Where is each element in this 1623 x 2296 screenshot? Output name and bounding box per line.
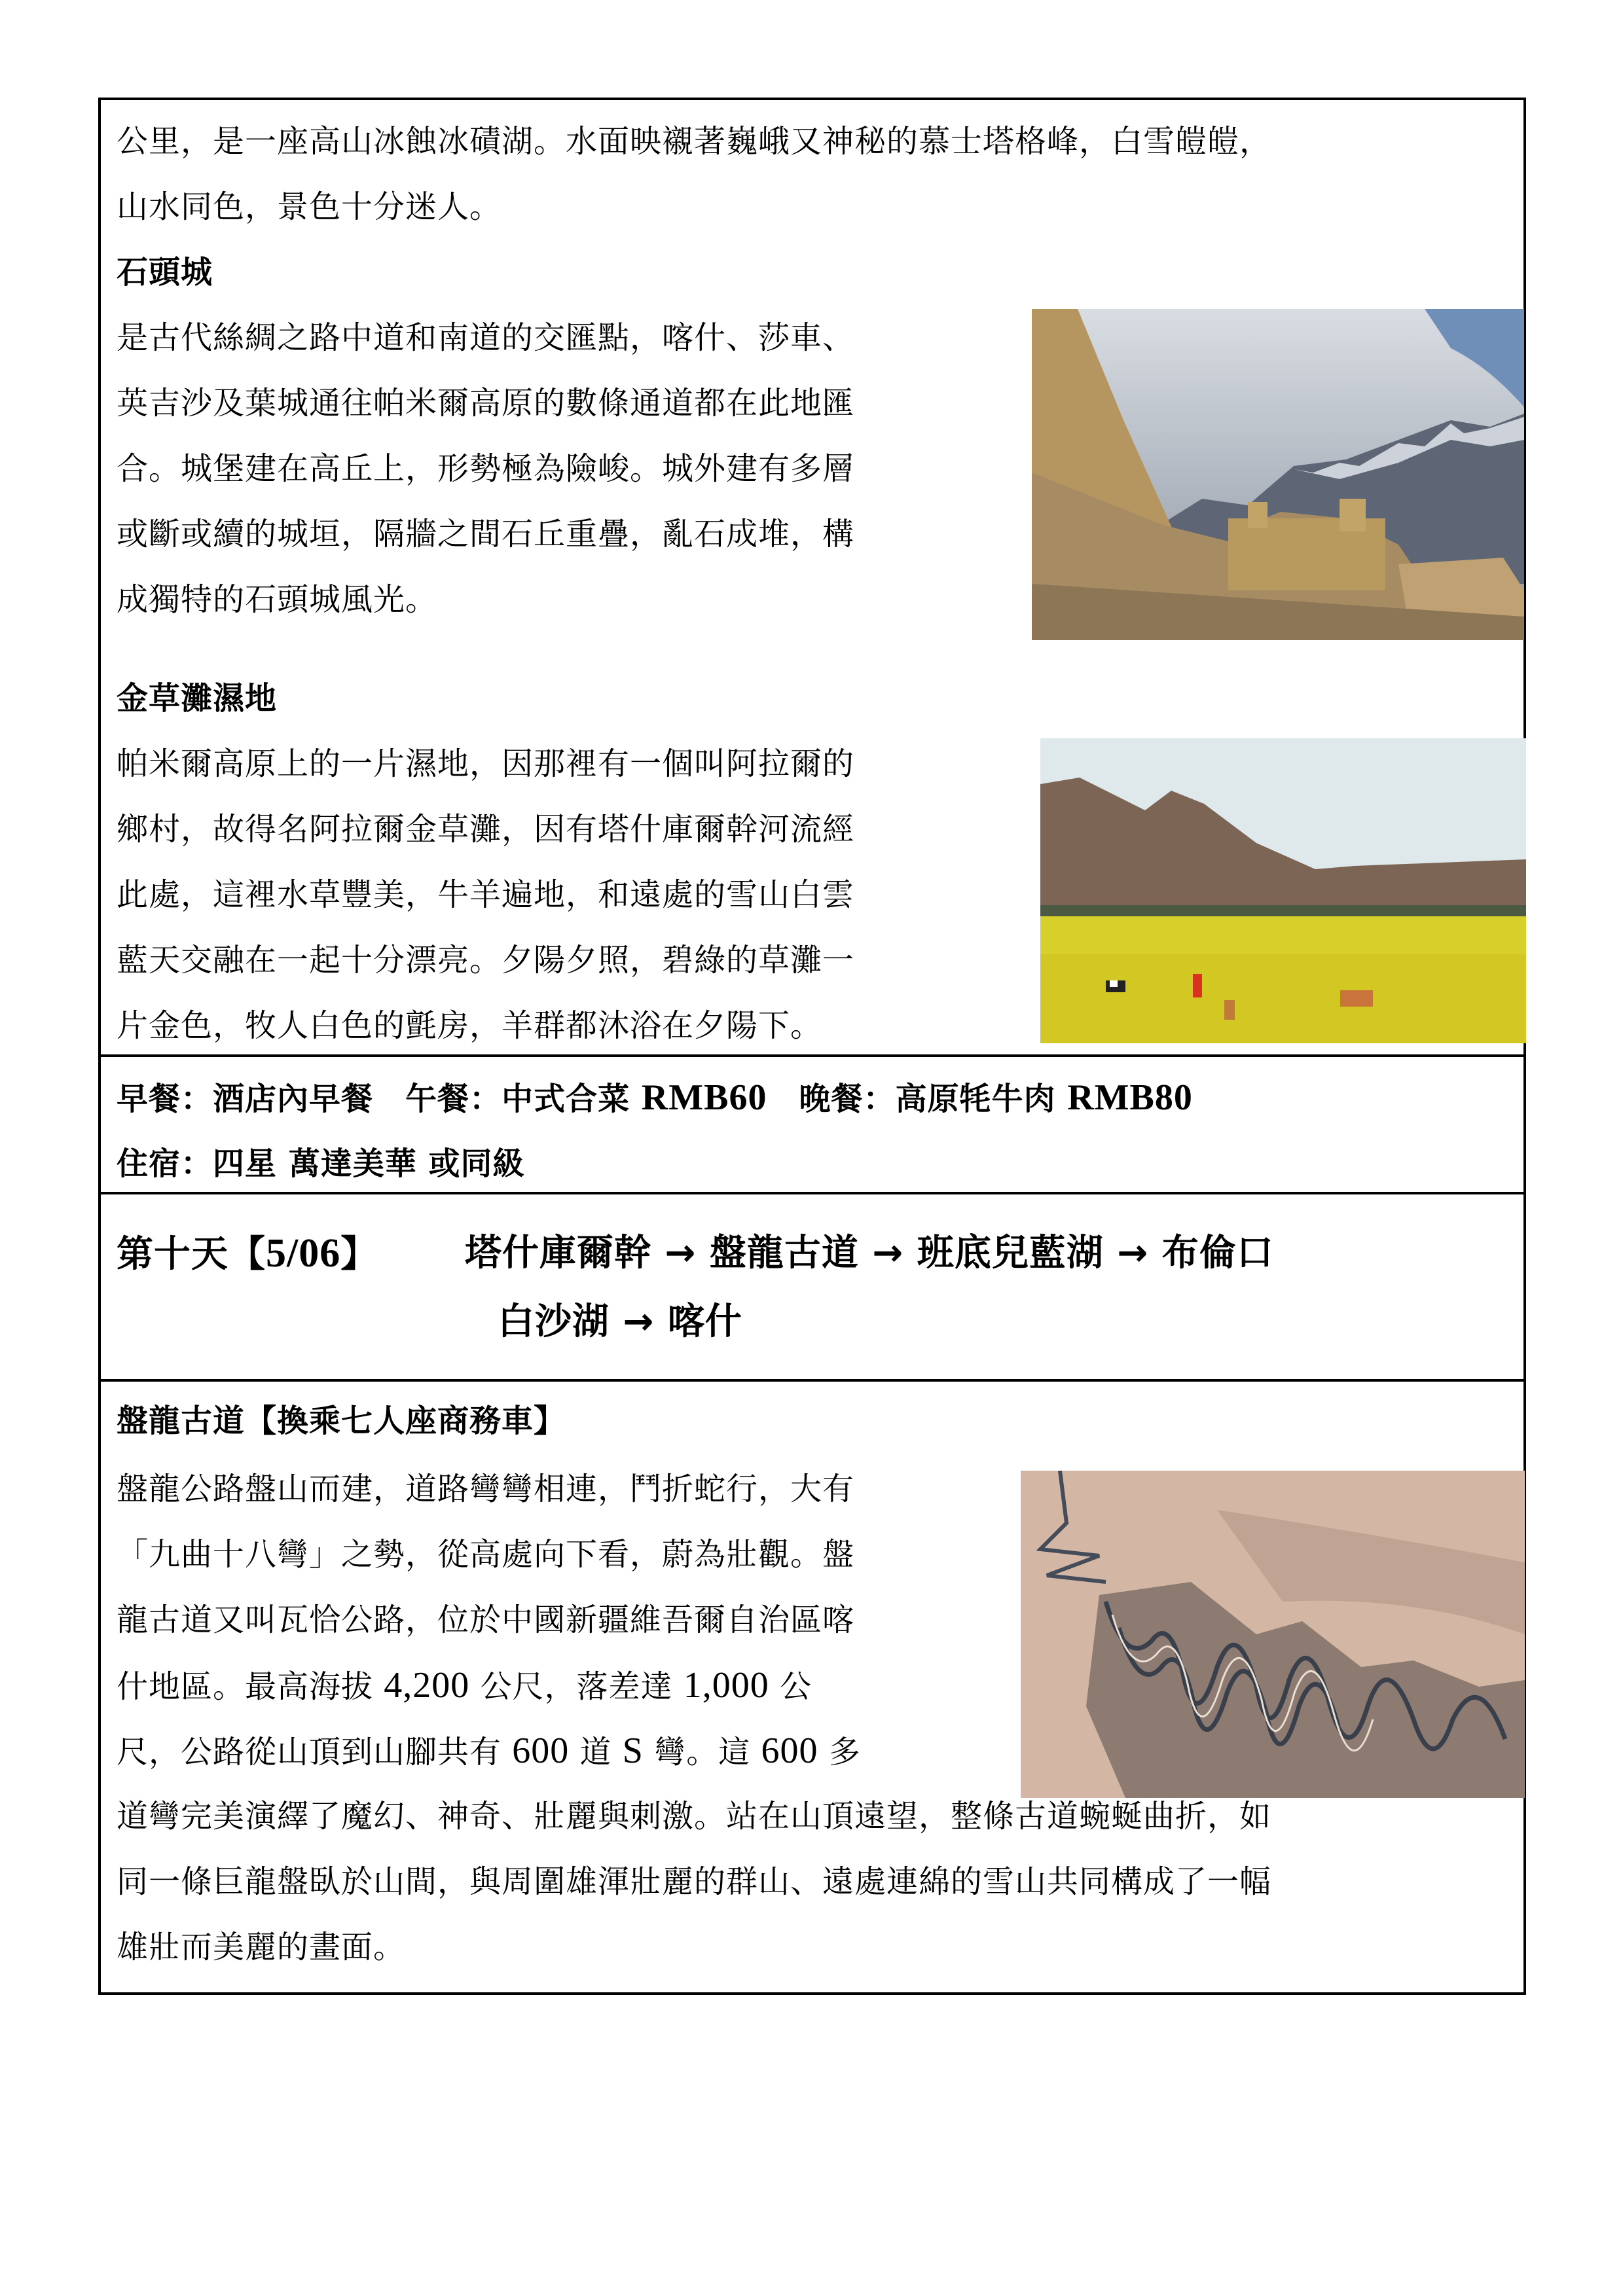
panlong-text-line: 龍古道又叫瓦恰公路，位於中國新疆維吾爾自治區喀	[117, 1602, 855, 1638]
panlong-heading: 盤龍古道【換乘七人座商務車】	[117, 1403, 566, 1439]
attractions-row	[101, 100, 1523, 1054]
grassland-text-line: 帕米爾高原上的一片濕地，因那裡有一個叫阿拉爾的	[117, 745, 855, 782]
lodging-alt: 或同級	[428, 1145, 525, 1182]
stone-city-text-line: 是古代絲綢之路中道和南道的交匯點，喀什、莎車、	[117, 319, 855, 356]
text-segment: 多	[818, 1734, 861, 1770]
day-title-suffix: 】	[340, 1233, 378, 1276]
text-segment: 公	[769, 1668, 812, 1705]
panlong-row	[101, 1382, 1523, 1992]
breakfast-value: 酒店內早餐	[213, 1081, 374, 1117]
elevation-drop-value: 1,000	[683, 1665, 769, 1706]
stone-city-text-line: 或斷或續的城垣，隔牆之間石丘重疊，亂石成堆，構	[117, 516, 855, 552]
grassland-text-line: 藍天交融在一起十分漂亮。夕陽夕照，碧綠的草灘一	[117, 942, 855, 978]
panlong-text-line: 道彎完美演繹了魔幻、神奇、壯麗與刺激。站在山頂遠望，整條古道蜿蜒曲折，如	[117, 1798, 1272, 1835]
itinerary-table	[98, 98, 1526, 1995]
curve-count: 600	[761, 1731, 818, 1771]
lunch-price: RMB60	[641, 1077, 767, 1118]
lodging-label: 住宿：	[117, 1145, 213, 1182]
panlong-text-line: 同一條巨龍盤臥於山間，與周圍雄渾壯麗的群山、遠處連綿的雪山共同構成了一幅	[117, 1863, 1272, 1900]
text-segment: 公尺，落差達	[469, 1668, 684, 1705]
lunch-label: 午餐：	[405, 1081, 502, 1117]
day-date: 5/06	[266, 1231, 341, 1276]
lodging-line	[117, 1144, 525, 1183]
body-text-line: 公里，是一座高山冰蝕冰磧湖。水面映襯著巍峨又神秘的慕士塔格峰，白雪皚皚，	[117, 123, 1272, 160]
stone-city-text-line: 合。城堡建在高丘上，形勢極為險峻。城外建有多層	[117, 450, 855, 487]
grassland-text-line: 片金色，牧人白色的氈房，羊群都沐浴在夕陽下。	[117, 1007, 823, 1044]
dinner-label: 晚餐：	[799, 1081, 896, 1117]
grassland-cattle-photo-icon	[1040, 738, 1526, 1043]
lodging-hotel: 萬達美華	[288, 1145, 417, 1182]
panlong-text-line	[117, 1731, 861, 1772]
stone-city-ruins-photo-icon	[1032, 309, 1524, 640]
dinner-value: 高原牦牛肉	[895, 1081, 1056, 1117]
grassland-text-line: 此處，這裡水草豐美，牛羊遍地，和遠處的雪山白雲	[117, 876, 855, 913]
panlong-text-line	[117, 1666, 812, 1706]
body-text-line: 山水同色，景色十分迷人。	[117, 188, 502, 225]
panlong-text-line: 雄壯而美麗的畫面。	[117, 1929, 406, 1965]
winding-mountain-road-photo-icon	[1021, 1471, 1525, 1798]
grassland-text-line: 鄉村，故得名阿拉爾金草灘，因有塔什庫爾幹河流經	[117, 811, 855, 848]
stone-city-heading: 石頭城	[117, 254, 213, 291]
day-title	[117, 1230, 378, 1278]
curve-count: 600	[512, 1731, 570, 1771]
text-segment: 彎。這	[643, 1734, 761, 1770]
text-segment: 道	[569, 1734, 623, 1770]
golden-grassland-heading: 金草灘濕地	[117, 680, 278, 717]
day-header-row	[101, 1194, 1523, 1379]
route-line-1: 塔什庫爾幹 → 盤龍古道 → 班底兒藍湖 → 布倫口	[465, 1232, 1274, 1274]
altitude-value: 4,200	[384, 1665, 470, 1706]
lunch-value: 中式合菜	[501, 1081, 630, 1117]
text-segment: 尺，公路從山頂到山腳共有	[117, 1734, 513, 1770]
route-line-2: 白沙湖 → 喀什	[498, 1300, 742, 1343]
panlong-text-line: 盤龍公路盤山而建，道路彎彎相連，鬥折蛇行，大有	[117, 1471, 855, 1507]
day-title-prefix: 第十天【	[117, 1233, 266, 1276]
meals-row	[101, 1057, 1523, 1192]
s-letter: S	[622, 1731, 644, 1771]
stone-city-text-line: 英吉沙及葉城通往帕米爾高原的數條通道都在此地匯	[117, 385, 855, 422]
meals-line	[117, 1078, 1193, 1119]
dinner-price: RMB80	[1067, 1077, 1193, 1118]
breakfast-label: 早餐：	[117, 1081, 213, 1117]
panlong-text-line: 「九曲十八彎」之勢，從高處向下看，蔚為壯觀。盤	[117, 1536, 855, 1573]
text-segment: 什地區。最高海拔	[117, 1668, 384, 1705]
lodging-star: 四星	[213, 1145, 278, 1182]
stone-city-text-line: 成獨特的石頭城風光。	[117, 581, 438, 618]
